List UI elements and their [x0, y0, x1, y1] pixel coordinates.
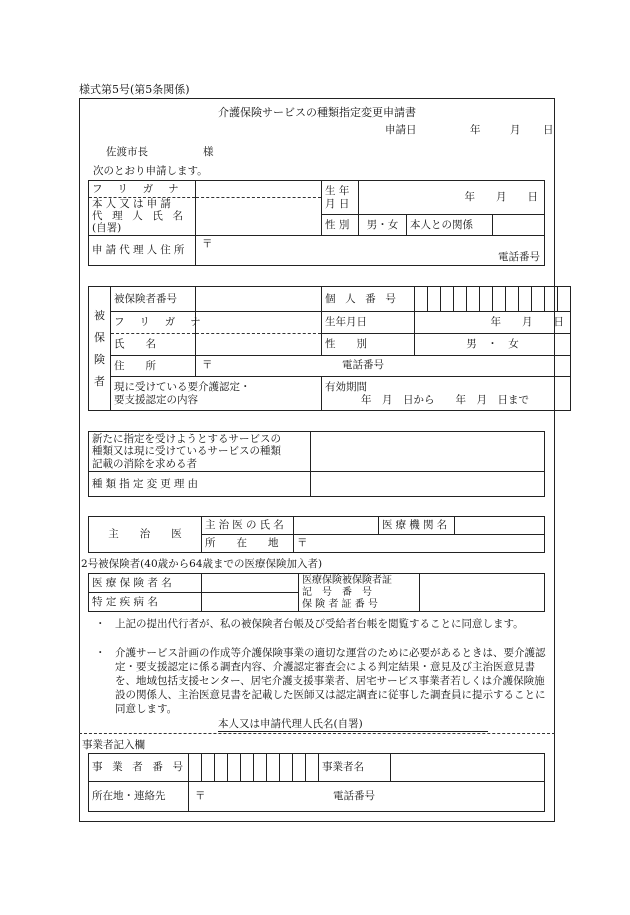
cert-label-3: 保 険 者 証 番 号 [302, 598, 378, 610]
signature-label: 本人又は申請代理人氏名(自署) [218, 718, 363, 730]
applicant-name-label-1: 本人又は申請 [92, 198, 174, 210]
postal-mark: 〒 [195, 790, 206, 802]
personal-number-digit[interactable] [519, 287, 532, 312]
application-date[interactable] [385, 122, 554, 137]
applicant-relation-label: 本人との関係 [407, 215, 493, 236]
cert-label-2: 記 号 番 号 [302, 586, 372, 598]
postal-mark: 〒 [202, 238, 213, 250]
postal-mark: 〒 [297, 537, 308, 550]
signature-line[interactable] [218, 716, 488, 732]
care-level-label-1: 現に受けている要介護認定・ [114, 381, 251, 394]
personal-number-label: 個 人 番 号 [322, 287, 415, 312]
applicant-furigana-field[interactable] [196, 181, 322, 198]
business-number-digit[interactable] [254, 754, 267, 782]
service-request-field[interactable] [311, 432, 545, 472]
personal-number-digit[interactable] [428, 287, 441, 312]
insured-number-label: 被保険者番号 [111, 287, 196, 312]
doctor-address-label: 所 在 地 [202, 535, 294, 553]
date-label: 申請日 [385, 124, 417, 136]
applicant-relation-field[interactable] [493, 215, 545, 236]
service-request-label-1: 新たに指定を受けようとするサービスの [92, 433, 281, 446]
business-table [88, 753, 545, 812]
business-name-field[interactable] [391, 754, 545, 782]
bullet-mark-1: ・ [95, 618, 106, 630]
cert-label-1: 医療保険被保険者証 [302, 574, 392, 586]
service-request-label-2: 種類又は現に受けているサービスの種類 [92, 445, 281, 458]
insured-address-field[interactable] [196, 356, 571, 377]
cut-line [79, 733, 555, 734]
business-number-digit[interactable] [228, 754, 241, 782]
applicant-name-label-3: (自署) [92, 222, 122, 235]
insured-sex-field[interactable]: 男 ・ 女 [415, 334, 571, 356]
second-insured-heading: 2号被保険者(40歳から64歳までの医療保険加入者) [81, 558, 323, 570]
consent-bullet-1: 上記の提出代行者が、私の被保険者台帳及び受給者台帳を閲覧することに同意します。 [115, 618, 524, 630]
applicant-address-label: 申請代理人住所 [89, 236, 196, 266]
applicant-name-label [89, 198, 196, 236]
applicant-furigana-label: フ リ ガ ナ [89, 181, 196, 198]
personal-number-digit[interactable] [454, 287, 467, 312]
intro-text: 次のとおり申請します。 [93, 165, 208, 177]
validity-label: 有効期間 [325, 381, 367, 394]
change-reason-field[interactable] [311, 472, 545, 497]
insured-name-field[interactable] [196, 334, 322, 356]
care-level-label-2: 要支援認定の内容 [114, 393, 198, 406]
insurer-field[interactable] [202, 574, 299, 593]
insured-sex-label: 性 別 [322, 334, 415, 356]
personal-number-digit[interactable] [480, 287, 493, 312]
business-address-label: 所在地・連絡先 [89, 782, 189, 812]
insured-furigana-label: フ リ ガ ナ [111, 312, 196, 334]
bullet-mark-2: ・ [95, 647, 106, 659]
personal-number-digit[interactable] [493, 287, 506, 312]
service-request-label-3: 記載の消除を求める者 [92, 457, 197, 470]
insured-side-label [89, 287, 111, 411]
insured-birth-label: 生年月日 [322, 312, 415, 334]
personal-number-digit[interactable] [558, 287, 571, 312]
date-month: 月 [510, 124, 521, 136]
applicant-sex-label: 性 別 [322, 215, 359, 236]
birth-label-1: 生 年 [325, 185, 350, 198]
insured-number-field[interactable] [196, 287, 322, 312]
validity-value: 年 月 日から 年 月 日まで [361, 393, 529, 406]
personal-number-digit[interactable] [441, 287, 454, 312]
doctor-table [88, 516, 545, 553]
insured-table [88, 286, 571, 411]
consent-bullet-2: 介護サービス計画の作成等介護保険事業の適切な運営のために必要があるときは、要介護認定・要支援認定に係る調査内容、介護認定審査会による判定結果・意見及び主治医意見書を、地域包括支援センター、居宅介護支援事業者、居宅サービス事業者若しくは介護保険施設の関係人、主治医意見書を記載した医師又は認定調査に従事した調査員に提示することに同意します。 [115, 647, 546, 715]
disease-field[interactable] [202, 593, 299, 612]
business-number-digit[interactable] [215, 754, 228, 782]
business-address-field[interactable] [189, 782, 545, 812]
applicant-table [88, 180, 545, 266]
insured-side-char-3: 険 [94, 352, 105, 366]
business-number-digit[interactable] [293, 754, 306, 782]
business-name-label: 事業者名 [319, 754, 391, 782]
personal-number-digit[interactable] [532, 287, 545, 312]
service-table [88, 431, 545, 497]
personal-number-digit[interactable] [506, 287, 519, 312]
applicant-name-label-2: 代 理 人 氏 名 [92, 210, 187, 223]
insured-birth-field[interactable]: 年 月 日 [415, 312, 571, 334]
cert-field[interactable] [420, 574, 545, 612]
form-number: 様式第5号(第5条関係) [79, 83, 190, 96]
applicant-phone-label: 電話番号 [498, 250, 541, 263]
insurer-label: 医 療 保 険 者 名 [89, 574, 202, 593]
business-number-digit[interactable] [306, 754, 319, 782]
care-level-label [111, 377, 322, 411]
second-insured-table [88, 573, 545, 612]
business-number-digit[interactable] [280, 754, 293, 782]
applicant-birth-field[interactable]: 年 月 日 [359, 181, 545, 215]
mayor-honorific: 様 [203, 146, 214, 158]
insured-address-label: 住 所 [111, 356, 196, 377]
insured-side-char-2: 保 [94, 330, 105, 344]
insured-side-char-1: 被 [94, 308, 105, 322]
institution-label: 医療機関名 [379, 517, 455, 535]
date-day: 日 [543, 124, 554, 136]
doctor-name-field[interactable] [294, 517, 379, 535]
insured-phone-label: 電話番号 [342, 359, 384, 371]
business-number-label: 事 業 者 番 号 [89, 754, 189, 782]
personal-number-digit[interactable] [545, 287, 558, 312]
business-number-digit[interactable] [189, 754, 202, 782]
form-title: 介護保険サービスの種類指定変更申請書 [218, 106, 416, 119]
postal-mark: 〒 [202, 359, 213, 371]
institution-field[interactable] [455, 517, 545, 535]
applicant-name-field[interactable] [196, 198, 322, 236]
applicant-address-field[interactable] [196, 236, 545, 266]
applicant-sex-field[interactable]: 男・女 [359, 215, 407, 236]
insured-name-label: 氏 名 [111, 334, 196, 356]
birth-label-2: 月 日 [325, 197, 350, 210]
personal-number-digit[interactable] [415, 287, 428, 312]
doctor-address-field[interactable] [294, 535, 545, 553]
personal-number-digit[interactable] [467, 287, 480, 312]
business-section-label: 事業者記入欄 [82, 739, 145, 751]
date-year: 年 [470, 124, 481, 136]
birth-label [322, 181, 359, 215]
business-number-digit[interactable] [241, 754, 254, 782]
business-phone-label: 電話番号 [333, 790, 375, 802]
insured-side-char-4: 者 [94, 374, 105, 388]
business-number-digit[interactable] [202, 754, 215, 782]
doctor-label: 主 治 医 [89, 517, 202, 553]
disease-label: 特 定 疾 病 名 [89, 593, 202, 612]
change-reason-label: 種類指定変更理由 [89, 472, 311, 497]
business-number-digit[interactable] [267, 754, 280, 782]
validity-field[interactable] [322, 377, 571, 411]
insured-furigana-field[interactable] [196, 312, 322, 334]
doctor-name-label: 主治医の氏名 [202, 517, 294, 535]
mayor-name: 佐渡市長 [106, 146, 148, 158]
service-request-label [89, 432, 311, 472]
cert-label [299, 574, 420, 612]
